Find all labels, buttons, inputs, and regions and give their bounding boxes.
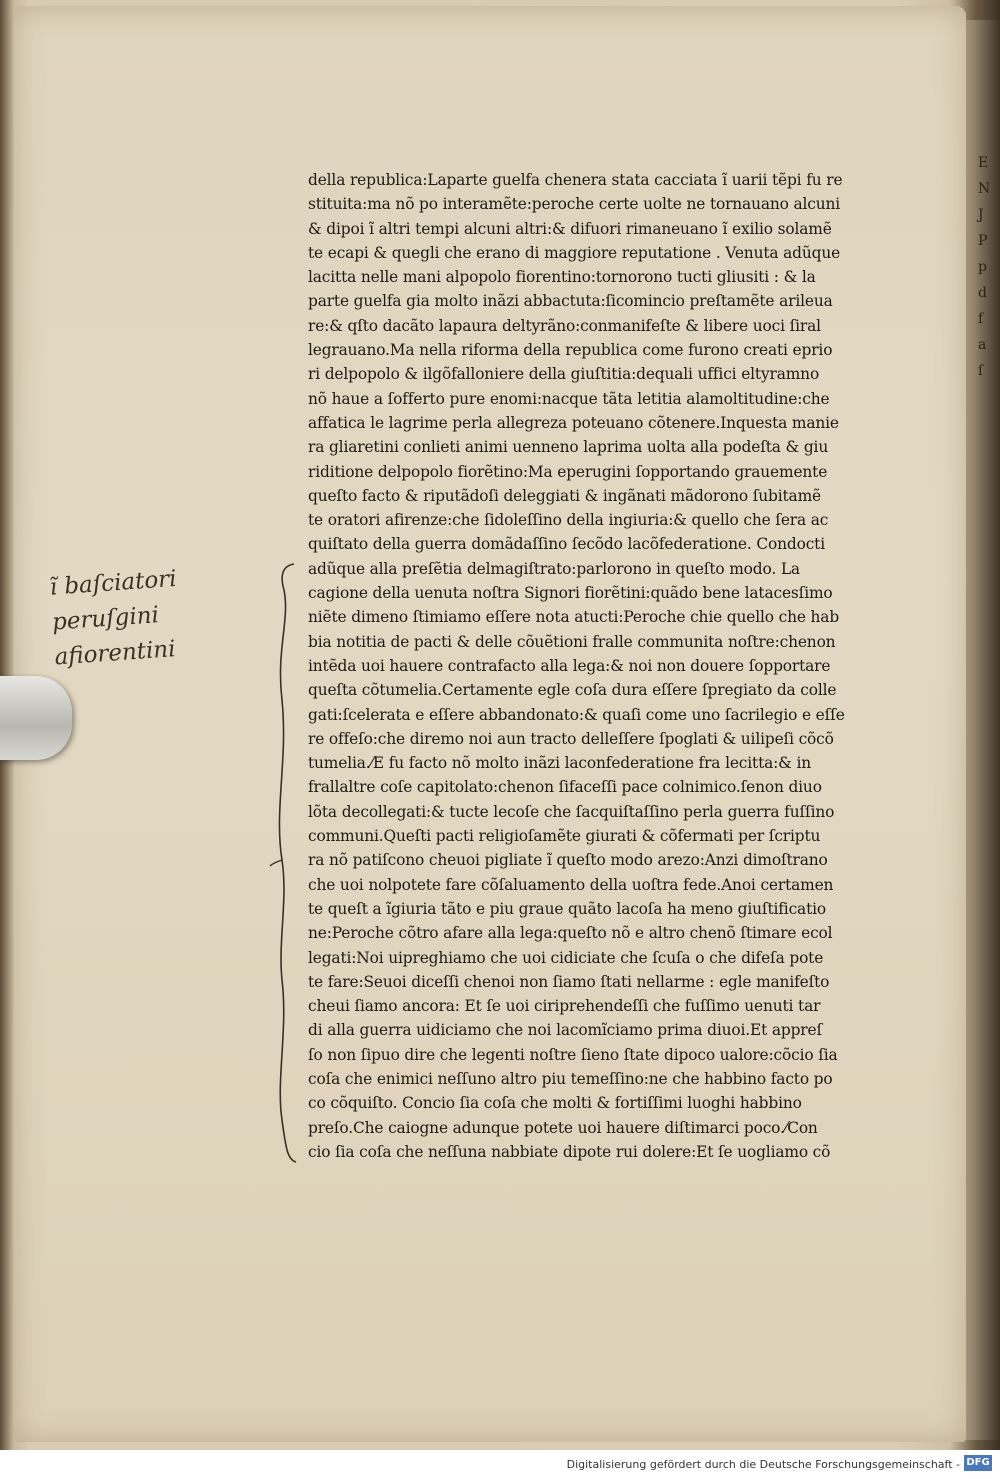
text-line: te fare:Seuoi diceſſi chenoi non ſiamo ſtati nellarme : egle manifeſto [308, 972, 830, 991]
text-line: ri delpopolo & ilgõfalloniere della giuſtitia:dequali uffici eltyramno [308, 365, 820, 384]
text-line: preſo.Che caiogne adunque potete uoi hauere diſtimarci poco.⁄Con [308, 1118, 818, 1137]
text-line: & dipoi ĩ altri tempi alcuni altri:& difuori rimaneuano ĩ exilio solamẽ [308, 219, 832, 238]
edge-letter: J [978, 207, 984, 223]
edge-letter: p [978, 259, 987, 275]
main-text-block [308, 168, 860, 1164]
text-line: ne:Peroche cõtro afare alla lega:queſto nõ e altro chenõ ſtimare ecol [308, 924, 833, 943]
text-line: te oratori afirenze:che ſidoleſſino della ingiuria:& quello che ſera ac [308, 511, 829, 530]
text-line: niẽte dimeno ſtimiamo eſſere nota atucti:Peroche chie quello che hab [308, 608, 840, 627]
text-line: co cõquiſto. Concio ſia coſa che molti & fortiſſimi luoghi habbino [308, 1094, 802, 1113]
text-line: te ecapi & quegli che erano di maggiore reputatione . Venuta adũque [308, 243, 841, 262]
margin-brace [268, 560, 298, 1166]
text-line: coſa che enimici neſſuno altro piu temeſſino:ne che habbino facto po [308, 1069, 833, 1088]
page-marker-tab [0, 676, 72, 760]
edge-letter: d [978, 285, 987, 301]
text-line: ra nõ patiſcono cheuoi pigliate ĩ queſto modo arezo:Anzi dimoſtrano [308, 851, 828, 870]
text-line: legrauano.Ma nella riforma della republica come furono creati eprio [308, 341, 833, 360]
text-line: communi.Queſti pacti religioſamẽte giurati & cõfermati per ſcriptu [308, 827, 821, 846]
text-line: gati:ſcelerata e eſſere abbandonato:& quaſi come uno ſacrilegio e eſſe [308, 705, 845, 724]
text-line: legati:Noi uipreghiamo che uoi cidiciate che ſcuſa o che difeſa pote [308, 948, 824, 967]
text-line: lacitta nelle mani alpopolo fiorentino:tornorono tucti gliusiti : & la [308, 268, 816, 287]
text-line: re:& qſto dacãto lapaura deltyrãno:conmanifeſte & libere uoci ſiral [308, 316, 821, 335]
marginal-note [49, 558, 246, 676]
edge-letter: ſ [978, 363, 984, 379]
text-line: nõ haue a ſofferto pure enomi:nacque tãta letitia alamoltitudine:che [308, 389, 830, 408]
text-line: ſo non ſipuo dire che legenti noſtre ſieno ſtate dipoco ualore:cõcio ſia [308, 1045, 838, 1064]
dfg-logo: DFG [964, 1455, 992, 1471]
text-line: affatica le lagrime perla allegreza poteuano cõtenere.Inquesta manie [308, 413, 839, 432]
text-line: intẽda uoi hauere contrafacto alla lega:& noi non douere ſopportare [308, 656, 831, 675]
marginal-note-line: peruſgini [51, 602, 160, 636]
edge-letter: a [978, 337, 987, 353]
text-line: di alla guerra uidiciamo che noi lacomĩciamo prima diuoi.Et appreſ [308, 1021, 822, 1040]
edge-letter: E [978, 155, 989, 171]
marginal-note-line: ĩ baſciatori [48, 565, 178, 601]
edge-letter: P [978, 233, 988, 249]
edge-letter: f [978, 311, 984, 327]
marginal-note-line: afiorentini [53, 636, 177, 671]
footer-credit: Digitalisierung gefördert durch die Deutsche Forschungsgemeinschaft - [566, 1458, 960, 1471]
text-line: stituita:ma nõ po interamẽte:peroche certe uolte ne tornauano alcuni [308, 195, 841, 214]
footer-bar [0, 1450, 1000, 1479]
text-line: riditione delpopolo fiorẽtino:Ma eperugini ſopportando grauemente [308, 462, 828, 481]
text-line: lõta decollegati:& tucte lecoſe che ſacquiſtaſſino perla guerra fuſſino [308, 802, 835, 821]
text-line: te queſt a ĩgiuria tãto e piu graue quãto lacoſa ha meno giuſtificatio [308, 899, 826, 918]
text-line: adũque alla preſẽtia delmagiſtrato:parlorono in queſto modo. La [308, 559, 800, 578]
text-line: cio ſia coſa che neſſuna nabbiate dipote rui dolere:Et ſe uogliamo cõ [308, 1142, 831, 1161]
text-line: tumelia.⁄E fu facto nõ molto inãzi laconfederatione fra lecitta:& in [308, 754, 812, 773]
text-line: cagione della uenuta noſtra Signori fiorẽtini:quãdo bene latacesſimo [308, 584, 833, 603]
text-line: cheui ſiamo ancora: Et ſe uoi ciriprehendeſſi che fuſſimo uenuti tar [308, 997, 821, 1016]
text-line: ra gliaretini conlieti animi uenneno laprima uolta alla podeſta & giu [308, 438, 829, 457]
text-line: frallaltre coſe capitolato:chenon ſifaceſſi pace colnimico.ſenon diuo [308, 778, 822, 797]
edge-letters [978, 150, 998, 384]
text-line: queſta cõtumelia.Certamente egle coſa dura eſſere ſpregiato da colle [308, 681, 837, 700]
text-line: bia notitia de pacti & delle cõuẽtioni fralle communita noſtre:chenon [308, 632, 836, 651]
text-line: re offeſo:che diremo noi aun tracto delleſſere ſpoglati & uilipeſi cõcõ [308, 729, 834, 748]
text-line: queſto facto & riputãdoſi deleggiati & ingãnati mãdorono ſubitamẽ [308, 486, 821, 505]
text-line: che uoi nolpotete fare cõſaluamento della uoſtra fede.Anoi certamen [308, 875, 834, 894]
text-line: quiſtato della guerra domãdaſſino ſecõdo lacõfederatione. Condocti [308, 535, 825, 554]
text-line: della republica:Laparte guelfa chenera stata cacciata ĩ uarii tẽpi fu re [308, 171, 843, 189]
edge-letter: N [978, 181, 991, 197]
text-line: parte guelfa gia molto inãzi abbactuta:ſicomincio preſtamẽte arileua [308, 292, 833, 311]
